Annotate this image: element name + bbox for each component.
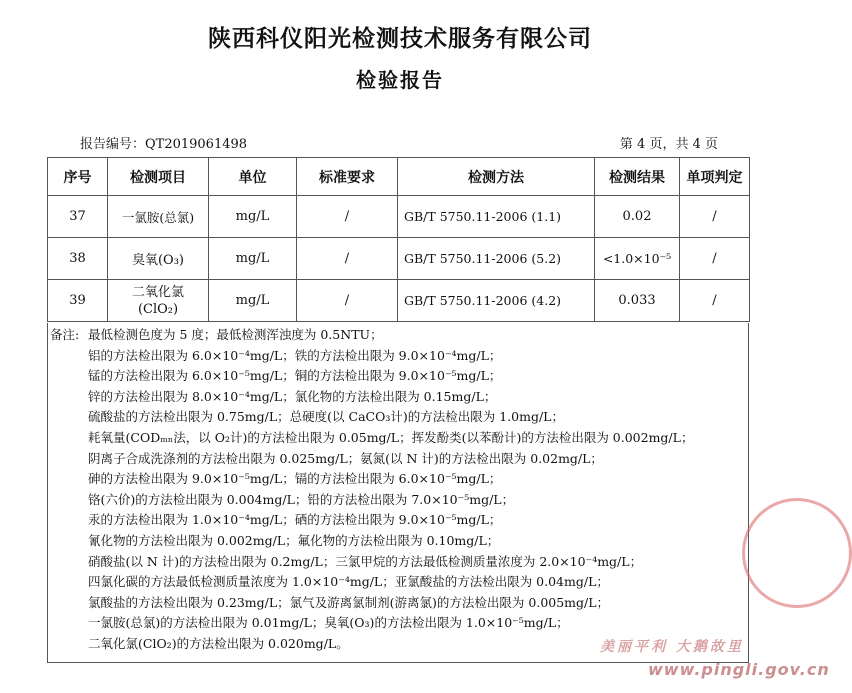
row-standard: / xyxy=(297,238,398,280)
official-seal xyxy=(742,498,852,608)
row-standard: / xyxy=(297,280,398,322)
header-method: 检测方法 xyxy=(398,158,595,196)
company-name: 陕西科仪阳光检测技术服务有限公司 xyxy=(208,26,592,52)
note-line: 耗氧量(CODₘₙ法，以 O₂计)的方法检出限为 0.05mg/L；挥发酚类(以苯酚计)的方法检出限为 0.002mg/L； xyxy=(88,429,694,445)
note-line: 阴离子合成洗涤剂的方法检出限为 0.025mg/L；氨氮(以 N 计)的方法检出限为 0.02mg/L； xyxy=(88,450,603,466)
row-judgment: / xyxy=(680,196,750,238)
row-no: 37 xyxy=(48,196,108,238)
row-item: 一氯胺(总氯) xyxy=(108,196,209,238)
row-judgment: / xyxy=(680,280,750,322)
row-unit: mg/L xyxy=(209,196,297,238)
row-method: GB/T 5750.11-2006 (4.2) xyxy=(398,280,595,322)
note-line: 一氯胺(总氯)的方法检出限为 0.01mg/L；臭氧(O₃)的方法检出限为 1.0×10⁻⁵mg/L； xyxy=(88,615,569,631)
note-line: 硝酸盐(以 N 计)的方法检出限为 0.2mg/L；三氯甲烷的方法最低检测质量浓度为 2.0×10⁻⁴mg/L； xyxy=(88,553,643,569)
results-table xyxy=(47,157,750,322)
row-item-line: (ClO₂) xyxy=(137,301,179,317)
header-standard: 标准要求 xyxy=(297,158,398,196)
note-line: 铝的方法检出限为 6.0×10⁻⁴mg/L；铁的方法检出限为 9.0×10⁻⁴mg/L； xyxy=(88,347,502,363)
notes-lines xyxy=(88,325,746,655)
table-row xyxy=(48,280,750,322)
note-line: 二氧化氯(ClO₂)的方法检出限为 0.020mg/L。 xyxy=(88,635,349,651)
watermark-text: 美丽平利 大鹅故里 xyxy=(600,639,744,655)
row-judgment: / xyxy=(680,238,750,280)
row-standard: / xyxy=(297,196,398,238)
note-line: 汞的方法检出限为 1.0×10⁻⁴mg/L；硒的方法检出限为 9.0×10⁻⁵mg/L； xyxy=(88,512,502,528)
notes-box xyxy=(47,323,749,663)
note-line: 氯酸盐的方法检出限为 0.23mg/L；氯气及游离氯制剂(游离氯)的方法检出限为 0.005mg/L； xyxy=(88,594,610,610)
row-result: 0.033 xyxy=(595,280,680,322)
row-unit: mg/L xyxy=(209,238,297,280)
table-header-row xyxy=(48,158,750,196)
notes-label: 备注: xyxy=(50,327,80,342)
header-judgment: 单项判定 xyxy=(680,158,750,196)
row-item-line: 二氧化氯 xyxy=(131,284,184,300)
note-line: 锰的方法检出限为 6.0×10⁻⁵mg/L；铜的方法检出限为 9.0×10⁻⁵mg/L； xyxy=(88,368,502,384)
note-line: 锌的方法检出限为 8.0×10⁻⁴mg/L；氯化物的方法检出限为 0.15mg/L； xyxy=(88,388,497,404)
note-line: 四氯化碳的方法最低检测质量浓度为 1.0×10⁻⁴mg/L；亚氯酸盐的方法检出限为 0.04mg/L； xyxy=(88,574,609,590)
header-no: 序号 xyxy=(48,158,108,196)
row-no: 38 xyxy=(48,238,108,280)
table-row xyxy=(48,238,750,280)
row-result: <1.0×10⁻⁵ xyxy=(595,238,680,280)
row-method: GB/T 5750.11-2006 (5.2) xyxy=(398,238,595,280)
row-unit: mg/L xyxy=(209,280,297,322)
note-line: 氰化物的方法检出限为 0.002mg/L；氟化物的方法检出限为 0.10mg/L； xyxy=(88,532,500,548)
row-result: 0.02 xyxy=(595,196,680,238)
note-line: 砷的方法检出限为 9.0×10⁻⁵mg/L；镉的方法检出限为 6.0×10⁻⁵mg/L； xyxy=(88,471,502,487)
header-unit: 单位 xyxy=(209,158,297,196)
note-line: 铬(六价)的方法检出限为 0.004mg/L；铅的方法检出限为 7.0×10⁻⁵mg/L； xyxy=(88,491,515,507)
row-item xyxy=(108,280,209,322)
note-line: 硫酸盐的方法检出限为 0.75mg/L；总硬度(以 CaCO₃计)的方法检出限为 1.0mg/L； xyxy=(88,409,564,425)
note-line: 最低检测色度为 5 度；最低检测浑浊度为 0.5NTU； xyxy=(88,327,383,342)
page-info: 第 4 页，共 4 页 xyxy=(619,137,718,152)
row-item: 臭氧(O₃) xyxy=(108,238,209,280)
row-method: GB/T 5750.11-2006 (1.1) xyxy=(398,196,595,238)
watermark-url: www.pingli.gov.cn xyxy=(648,660,830,679)
header-result: 检测结果 xyxy=(595,158,680,196)
report-number: 报告编号：QT2019061498 xyxy=(80,137,248,152)
report-title: 检验报告 xyxy=(356,68,444,92)
header-item: 检测项目 xyxy=(108,158,209,196)
row-no: 39 xyxy=(48,280,108,322)
table-row xyxy=(48,196,750,238)
